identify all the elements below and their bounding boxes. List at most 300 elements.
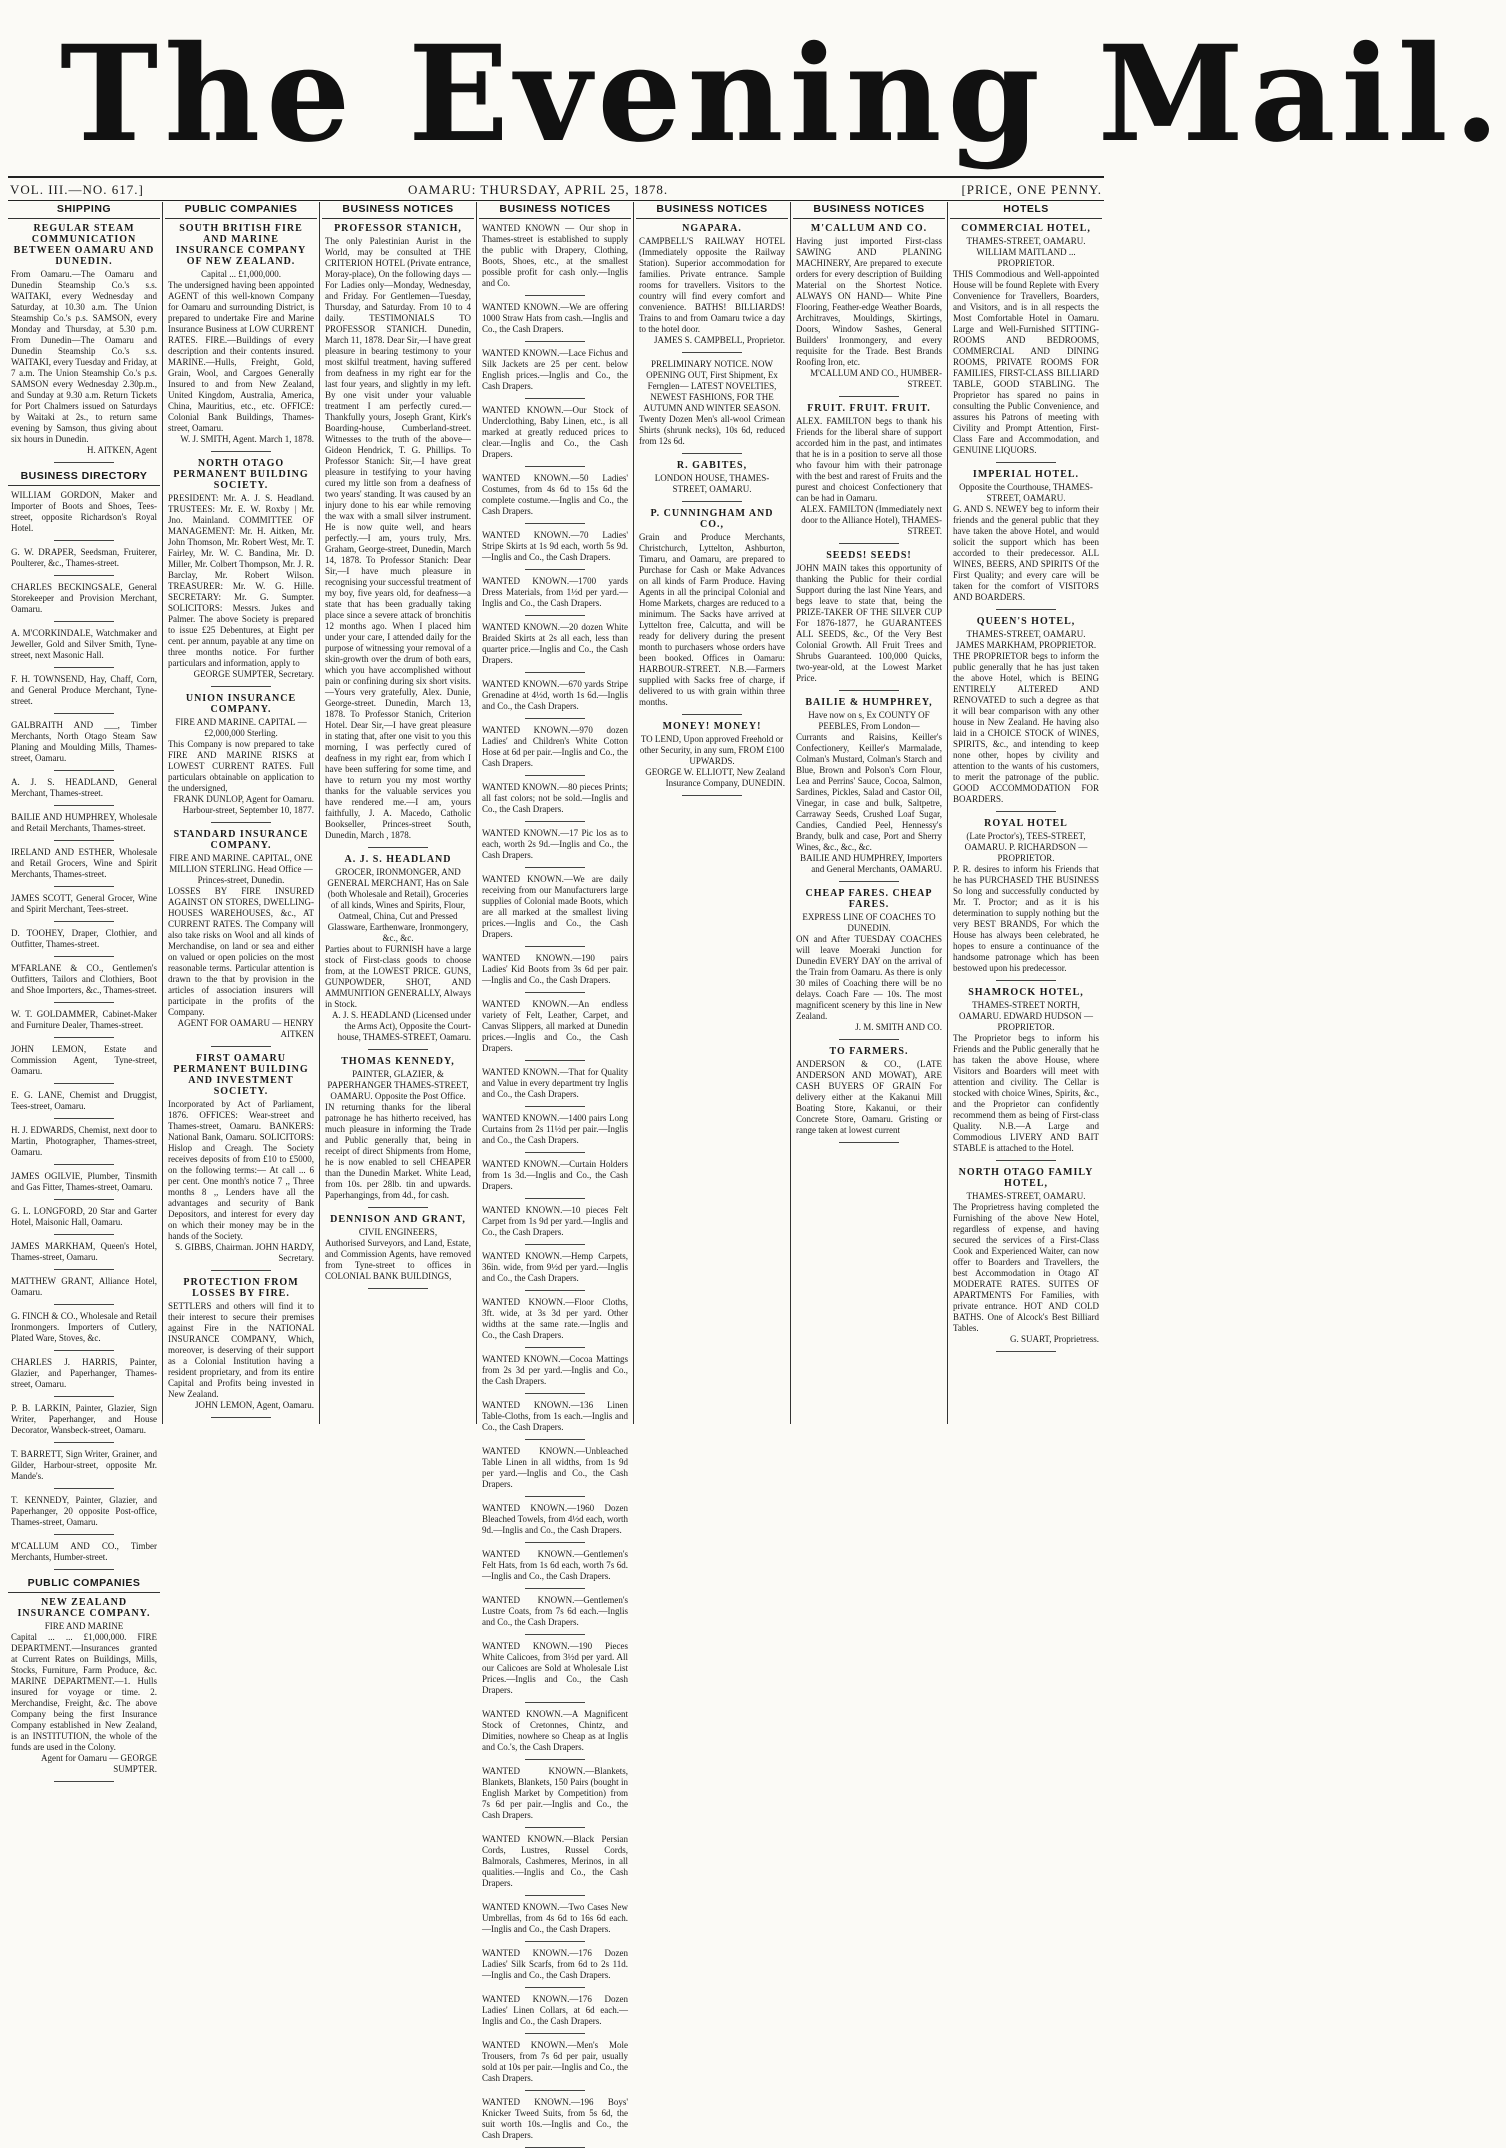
section-heading: PUBLIC COMPANIES bbox=[8, 1576, 160, 1593]
ad-body: IN returning thanks for the liberal patronage he has hitherto received, has much pleasure in informing the Trade and Public generally that, being in receipt of direct Shipments from Home, he is now enabled to sell CHEAPER than the Dunedin Market. White Lead, from 10s. per 28lb. tin and upwards. Paperhangings, from 4d., for cash. bbox=[325, 1102, 471, 1200]
ad-body: WANTED KNOWN.—Our Stock of Underclothing, Baby Linen, etc., is all marked at greatly reduced prices to clear.—Inglis and Co., the Cash Drapers. bbox=[482, 405, 628, 459]
directory-entry bbox=[11, 1449, 157, 1482]
ad-heading: CHEAP FARES. CHEAP FARES. bbox=[805, 888, 933, 910]
ad-separator bbox=[54, 1488, 115, 1489]
ad-separator bbox=[54, 462, 115, 463]
ad-heading: A. J. S. HEADLAND bbox=[344, 854, 452, 865]
ad-separator bbox=[525, 523, 586, 524]
ad-body: WANTED KNOWN.—Floor Cloths, 3ft. wide, at 3s 3d per yard. Other widths at the same rate.—Inglis and Co., the Cash Drapers. bbox=[482, 1297, 628, 1340]
ad-body: WANTED KNOWN.—20 dozen White Braided Skirts at 2s all each, less than quarter price.—Inglis and Co., the Cash Drapers. bbox=[482, 622, 628, 665]
ad-separator bbox=[54, 1199, 115, 1200]
ad-body: G. L. LONGFORD, 20 Star and Garter Hotel, Maisonic Hall, Oamaru. bbox=[11, 1206, 157, 1227]
ad-separator bbox=[54, 1350, 115, 1351]
ad-body: Capital ... ... £1,000,000. FIRE DEPARTMENT.—Insurances granted at Current Rates on Buildings, Mills, Stocks, Furniture, Farm Produce, &c. MARINE DEPARTMENT.—1. Hulls insured for voyage or time. 2. Merchandise, Freight, &c. The above Company being the first Insurance Company established in New Zealand, is an INSTITUTION, the whole of the funds are used in the Colony. bbox=[11, 1632, 157, 1752]
ad-body: M'CALLUM AND CO., Timber Merchants, Humber-street. bbox=[11, 1541, 157, 1562]
ad-separator bbox=[54, 1234, 115, 1235]
ad-center-text: PAINTER, GLAZIER, & PAPERHANGER THAMES-STREET, OAMARU. Opposite the Post Office. bbox=[327, 1069, 469, 1101]
ad-separator bbox=[682, 453, 743, 454]
advertisement bbox=[482, 1641, 628, 1696]
advertisement bbox=[482, 1297, 628, 1341]
ad-body: P. R. desires to inform his Friends that he has PURCHASED THE BUSINESS So long and successfully conducted by Mr. T. Proctor; and as it is his determination to supply nothing but the very BEST BRANDS, For which the House has always been celebrated, he hopes to ensure a continuance of the handsome patronage which has been bestowed upon his predecessor. bbox=[953, 864, 1099, 973]
ad-separator bbox=[525, 1198, 586, 1199]
ad-separator bbox=[525, 775, 586, 776]
advertisement bbox=[953, 1167, 1099, 1345]
ad-heading: PROTECTION FROM LOSSES BY FIRE. bbox=[183, 1277, 299, 1299]
ad-body: P. B. LARKIN, Painter, Glazier, Sign Writer, Paperhanger, and House Decorator, Wansbeck-street, Oamaru. bbox=[11, 1403, 157, 1435]
ad-heading: SOUTH BRITISH FIRE AND MARINE INSURANCE COMPANY OF NEW ZEALAND. bbox=[175, 223, 307, 267]
advertisement bbox=[482, 1251, 628, 1284]
directory-entry bbox=[11, 1541, 157, 1563]
ad-body: WANTED KNOWN.—50 Ladies' Costumes, from 4s 6d to 15s 6d the complete costume.—Inglis and Co., the Cash Drapers. bbox=[482, 473, 628, 516]
ad-body: G. W. DRAPER, Seedsman, Fruiterer, Poulterer, &c., Thames-street. bbox=[11, 547, 157, 568]
ad-separator bbox=[211, 1417, 272, 1418]
ad-body: WANTED KNOWN.—1960 Dozen Bleached Towels, from 4½d each, worth 9d.—Inglis and Co., the Cash Drapers. bbox=[482, 1503, 628, 1535]
ad-signature: S. GIBBS, Chairman. JOHN HARDY, Secretary. bbox=[175, 1242, 314, 1263]
column-rule bbox=[633, 202, 634, 1424]
ad-heading: TO FARMERS. bbox=[829, 1046, 909, 1057]
ad-separator bbox=[839, 543, 900, 544]
ad-body: LOSSES BY FIRE INSURED AGAINST ON STORES, DWELLING-HOUSES WAREHOUSES, &c., AT CURRENT RATES. The Company will also take risks on Wool and all kinds of Merchandise, on land or sea and either on valued or open policies on the most reasonable terms. Particular attention is drawn to the that by provision in the articles of association insurers will participate in the profits of the Company. bbox=[168, 886, 314, 1017]
directory-entry bbox=[11, 1009, 157, 1031]
ad-separator bbox=[525, 946, 586, 947]
advertisement bbox=[796, 403, 942, 537]
directory-entry bbox=[11, 812, 157, 834]
dateline bbox=[8, 176, 1104, 201]
ad-separator bbox=[525, 615, 586, 616]
advertisement bbox=[482, 1354, 628, 1387]
ad-separator bbox=[839, 881, 900, 882]
ad-body: E. G. LANE, Chemist and Druggist, Tees-street, Oamaru. bbox=[11, 1090, 157, 1111]
ad-heading: R. GABITES, bbox=[676, 460, 748, 471]
ad-separator bbox=[525, 1439, 586, 1440]
advertisement bbox=[168, 829, 314, 1040]
ad-separator bbox=[525, 1496, 586, 1497]
ad-separator bbox=[211, 686, 272, 687]
advertisement bbox=[482, 782, 628, 815]
directory-entry bbox=[11, 1403, 157, 1436]
ad-center-text: EXPRESS LINE OF COACHES TO DUNEDIN. bbox=[802, 912, 936, 933]
advertisement bbox=[482, 679, 628, 712]
directory-entry bbox=[11, 928, 157, 950]
advertisement bbox=[639, 508, 785, 708]
ad-body: Parties about to FURNISH have a large stock of First-class goods to choose from, at the LOWEST PRICE. GUNS, GUNPOWDER, SHOT, AND AMMUNITION GENERALLY, Always in Stock. bbox=[325, 944, 471, 1009]
directory-entry bbox=[11, 1171, 157, 1193]
ad-separator bbox=[996, 811, 1057, 812]
ad-heading: NGAPARA. bbox=[682, 223, 742, 234]
ad-center-text: THAMES-STREET NORTH, OAMARU. EDWARD HUDSON — PROPRIETOR. bbox=[958, 1000, 1093, 1032]
column-heading: HOTELS bbox=[950, 202, 1102, 219]
ad-separator bbox=[54, 1037, 115, 1038]
ad-center-text: Have now on s, Ex COUNTY OF PEEBLES, From London— bbox=[808, 710, 930, 731]
ad-signature: AGENT FOR OAMARU — HENRY AITKEN bbox=[177, 1018, 314, 1039]
ad-separator bbox=[525, 1347, 586, 1348]
ad-separator bbox=[368, 1288, 429, 1289]
ad-body: A. J. S. HEADLAND, General Merchant, Thames-street. bbox=[11, 777, 157, 798]
advertisement bbox=[482, 622, 628, 666]
ad-body: CHARLES J. HARRIS, Painter, Glazier, and Paperhanger, Thames-street, Oamaru. bbox=[11, 1357, 157, 1389]
advertisement bbox=[482, 1709, 628, 1753]
ad-separator bbox=[54, 1396, 115, 1397]
advertisement bbox=[953, 469, 1099, 603]
directory-entry bbox=[11, 1044, 157, 1077]
ad-separator bbox=[839, 1039, 900, 1040]
ad-heading: PROFESSOR STANICH, bbox=[334, 223, 462, 234]
column-rule bbox=[319, 202, 320, 1424]
advertisement bbox=[482, 302, 628, 335]
advertisement bbox=[639, 359, 785, 447]
ad-body: W. T. GOLDAMMER, Cabinet-Maker and Furniture Dealer, Thames-street. bbox=[11, 1009, 157, 1030]
ad-separator bbox=[996, 609, 1057, 610]
directory-entry bbox=[11, 547, 157, 569]
ad-body: WANTED KNOWN.—A Magnificent Stock of Cretonnes, Chintz, and Dimities, nowhere so Cheap as at Inglis and Co.'s, the Cash Drapers. bbox=[482, 1709, 628, 1752]
ad-body: WANTED KNOWN.—1400 pairs Long Curtains from 2s 11½d per pair.—Inglis and Co., the Cash Drapers. bbox=[482, 1113, 628, 1145]
ad-separator bbox=[525, 1393, 586, 1394]
ad-separator bbox=[839, 690, 900, 691]
ad-separator bbox=[54, 770, 115, 771]
directory-entry bbox=[11, 628, 157, 661]
advertisement bbox=[11, 223, 157, 456]
ad-separator bbox=[525, 1702, 586, 1703]
advertisement bbox=[482, 530, 628, 563]
ad-body: The Proprietress having completed the Furnishing of the above New Hotel, regardless of expense, and having secured the services of a First-Class Cook and Experienced Waiter, can now offer to Boarders and Travellers, the best Accommodation in Otago AT MODERATE RATES. SUITES OF APARTMENTS For Families, with private entrance. HOT AND COLD BATHS. One of Alcock's Best Billiard Tables. bbox=[953, 1202, 1099, 1333]
ad-body: JAMES OGILVIE, Plumber, Tinsmith and Gas Fitter, Thames-street, Oamaru. bbox=[11, 1171, 157, 1192]
ad-separator bbox=[525, 398, 586, 399]
ad-body: SETTLERS and others will find it to their interest to secure their premises against Fire in the NATIONAL INSURANCE COMPANY, Which, moreover, is deserving of their support as a Colonial Institution having a resident proprietary, and from its entire Capital and Profits being invested in New Zealand. bbox=[168, 1301, 314, 1399]
ad-body: PRESIDENT: Mr. A. J. S. Headland. TRUSTEES: Mr. E. W. Roxby | Mr. Jno. Mainland. COMMITTEE OF MANAGEMENT: Mr. H. Aitken, Mr. John Thomson, Mr. Robert West, Mr. T. Fairley, Mr. W. C. Bandina, Mr. D. Miller, Mr. Colbert Thompson, Mr. J. R. Barclay, Mr. Robert Wilson. TREASURER: Mr. W. G. Hille. SECRETARY: Mr. G. Sumpter. SOLICITORS: Messrs. Jukes and Palmer. The above Society is prepared to issue £25 Debentures, at Eight per cent. per annum, payable at any time on three months notice. For further particulars and information, apply to bbox=[168, 493, 314, 668]
advertisement bbox=[482, 1766, 628, 1821]
advertisement bbox=[325, 223, 471, 841]
ad-body: ANDERSON & CO., (LATE ANDERSON AND MOWAT), ARE CASH BUYERS OF GRAIN For delivery either at the Kakanui Mill Boating Store, Kakanui, or their Concrete Store, Oamaru. Gristing or range taken at lowest current bbox=[796, 1059, 942, 1135]
ad-separator bbox=[525, 569, 586, 570]
ad-separator bbox=[525, 2033, 586, 2034]
advertisement bbox=[168, 1053, 314, 1264]
ad-signature: GEORGE SUMPTER, Secretary. bbox=[193, 669, 314, 679]
column-heading: BUSINESS NOTICES bbox=[479, 202, 631, 219]
column-heading: BUSINESS NOTICES bbox=[322, 202, 474, 219]
ad-heading: BAILIE & HUMPHREY, bbox=[805, 697, 933, 708]
ad-body: Incorporated by Act of Parliament, 1876. OFFICES: Wear-street and Thames-street, Oamaru. BANKERS: National Bank, Oamaru. SOLICITORS: Hislop and Creagh. The Society receives deposits of from £10 to £5000, on the following terms:— At call ... 6 per cent. One month's notice 7 ,, Three months 8 ,, Lenders have all the advantages and security of Bank Depositors, and interest for every day on which their money may be in the hands of the Society. bbox=[168, 1099, 314, 1241]
ad-body: Having just imported First-class SAWING AND PLANING MACHINERY, Are prepared to execute orders for every description of Building Material on the Shortest Notice. ALWAYS ON HAND— White Pine Flooring, Feather-edge Weather Boards, Architraves, Mouldings, Skirtings, Doors, Window Sashes, General Builders' Ironmongery, and every requisite for the Trade. Best Brands Roofing Iron, etc. bbox=[796, 236, 942, 367]
ad-heading: IMPERIAL HOTEL. bbox=[972, 469, 1080, 480]
ad-center-text: PRELIMINARY NOTICE. NOW OPENING OUT, First Shipment, Ex Fernglen— LATEST NOVELTIES, NEWEST FASHIONS, FOR THE AUTUMN AND WINTER SEASON. bbox=[643, 359, 781, 413]
ad-body: D. TOOHEY, Draper, Clothier, and Outfitter, Thames-street. bbox=[11, 928, 157, 949]
ad-separator bbox=[525, 867, 586, 868]
ad-separator bbox=[996, 1351, 1057, 1352]
advertisement bbox=[953, 223, 1099, 456]
ad-separator bbox=[682, 795, 743, 796]
ad-body: WANTED KNOWN.—Unbleached Table Linen in all widths, from 1s 9d per yard.—Inglis and Co., the Cash Drapers. bbox=[482, 1446, 628, 1489]
ad-separator bbox=[525, 718, 586, 719]
issue-date: OAMARU: THURSDAY, APRIL 25, 1878. bbox=[408, 182, 669, 197]
directory-entry bbox=[11, 1495, 157, 1528]
ad-body: WANTED KNOWN.—Lace Fichus and Silk Jackets are 25 per cent. below English prices.—Inglis and Co., the Cash Drapers. bbox=[482, 348, 628, 391]
ad-body: ALEX. FAMILTON begs to thank his Friends for the liberal share of support accorded him in the past, and intimates that he is in a position to serve all those who favour him with their patronage with the best and rarest of Fruits and the purest and choicest Confectionery that can be had in Oamaru. bbox=[796, 416, 942, 503]
ad-body: WANTED KNOWN.—970 dozen Ladies' and Children's White Cotton Hose at 6d per pair.—Inglis and Co., the Cash Drapers. bbox=[482, 725, 628, 768]
directory-entry bbox=[11, 1206, 157, 1228]
ad-center-text: Capital ... £1,000,000. bbox=[201, 269, 281, 279]
ad-signature: W. J. SMITH, Agent. March 1, 1878. bbox=[180, 434, 314, 444]
masthead bbox=[0, 0, 1506, 175]
ad-separator bbox=[54, 1781, 115, 1782]
ad-separator bbox=[996, 980, 1057, 981]
ad-separator bbox=[54, 1083, 115, 1084]
ad-separator bbox=[54, 1164, 115, 1165]
advertisement bbox=[482, 405, 628, 460]
ad-body: ON and After TUESDAY COACHES will leave Moeraki Junction for Dunedin EVERY DAY on the arrival of the Train from Oamaru. As there is only 30 miles of Coaching there will be no delays. Coach Fare — 10s. The most magnificent scenery by this line in New Zealand. bbox=[796, 934, 942, 1021]
ad-body: WANTED KNOWN.—Gentlemen's Felt Hats, from 1s 6d each, worth 7s 6d.—Inglis and Co., the Cash Drapers. bbox=[482, 1549, 628, 1581]
ad-body: F. H. TOWNSEND, Hay, Chaff, Corn, and General Produce Merchant, Tyne-street. bbox=[11, 674, 157, 706]
column-heading: SHIPPING bbox=[8, 202, 160, 219]
advertisement bbox=[796, 1046, 942, 1136]
ad-separator bbox=[682, 352, 743, 353]
ad-separator bbox=[211, 822, 272, 823]
column-3 bbox=[322, 202, 474, 1424]
ad-heading: FRUIT. FRUIT. FRUIT. bbox=[807, 403, 931, 414]
directory-entry bbox=[11, 1125, 157, 1158]
ad-separator bbox=[54, 840, 115, 841]
ad-center-text: THAMES-STREET, OAMARU. JAMES MARKHAM, PROPRIETOR. bbox=[955, 629, 1097, 650]
ad-separator bbox=[682, 714, 743, 715]
ad-signature: J. M. SMITH AND CO. bbox=[855, 1022, 942, 1032]
ad-separator bbox=[54, 1442, 115, 1443]
ad-separator bbox=[54, 1569, 115, 1570]
masthead-title: The Evening Mail. bbox=[60, 17, 1506, 172]
directory-entry bbox=[11, 777, 157, 799]
advertisement bbox=[639, 223, 785, 346]
ad-heading: DENNISON AND GRANT, bbox=[330, 1214, 466, 1225]
ad-separator bbox=[996, 1160, 1057, 1161]
ad-separator bbox=[525, 821, 586, 822]
advertisement bbox=[953, 818, 1099, 974]
ad-body: THIS Commodious and Well-appointed House will be found Replete with Every Convenience for Travellers, Boarders, and Visitors, and is in all respects the Most Comfortable Hotel in Oamaru. Large and Well-Furnished SITTING-ROOMS AND BEDROOMS, COMMERCIAL AND DINING ROOMS, PRIVATE ROOMS FOR FAMILIES, FIRST-CLASS BILLIARD TABLE, GOOD STABLING. The Proprietor has spared no pains in consulting the Public Convenience, and assures his Patrons of meeting with Civility and Prompt Attention, First-Class Fare and Accommodation, and GENUINE LIQUORS. bbox=[953, 269, 1099, 455]
ad-signature: BAILIE AND HUMPHREY, Importers and General Merchants, OAMARU. bbox=[800, 853, 942, 874]
advertisement bbox=[482, 576, 628, 609]
ad-heading: MONEY! MONEY! bbox=[662, 721, 762, 732]
advertisement bbox=[482, 1446, 628, 1490]
ad-center-text: TO LEND, Upon approved Freehold or other Security, in any sum, FROM £100 UPWARDS. bbox=[639, 734, 785, 766]
ad-body: Grain and Produce Merchants, Christchurch, Lyttelton, Ashburton, Timaru, and Oamaru, are prepared to Purchase for Cash or Make Advances on all kinds of Farm Produce. Having Agents in all the principal Colonial and Home Markets, charges are reduced to a minimum. The Sacks have arrived at Lyttelton free, Calcutta, and will be ready for delivery during the present month to purchasers whose orders have been booked. Offices in Oamaru: HARBOUR-STREET. N.B.—Farmers supplied with Sacks free of charge, if delivered to us with grain within three months. bbox=[639, 532, 785, 707]
advertisement bbox=[482, 1067, 628, 1100]
directory-entry bbox=[11, 490, 157, 534]
ad-body: WANTED KNOWN.—10 pieces Felt Carpet from 1s 9d per yard.—Inglis and Co., the Cash Drapers. bbox=[482, 1205, 628, 1237]
volume-number: VOL. III.—NO. 617.] bbox=[10, 182, 144, 197]
ad-body: WANTED KNOWN.—1700 yards Dress Materials, from 1½d per yard.—Inglis and Co., the Cash Drapers. bbox=[482, 576, 628, 608]
ad-body: WANTED KNOWN.—Two Cases New Umbrellas, from 4s 6d to 16s 6d each.—Inglis and Co., the Cash Drapers. bbox=[482, 1902, 628, 1934]
advertisement bbox=[953, 987, 1099, 1154]
ad-body: This Company is now prepared to take FIRE AND MARINE RISKS at LOWEST CURRENT RATES. Full particulars obtainable on application to the undersigned, bbox=[168, 739, 314, 793]
ad-body: THE PROPRIETOR begs to inform the public generally that he has just taken the above Hotel, which is BEING ENTIRELY ALTERED AND RENOVATED to such a degree as that it will bear comparison with any other house in New Zealand. He having also laid in a CHOICE STOCK of WINES, SPIRITS, &c., and intending to keep none other, hopes by civility and attention to the wants of his customers, to merit the patronage of the public. GOOD ACCOMMODATION FOR BOARDERS. bbox=[953, 651, 1099, 804]
ad-body: JOHN LEMON, Estate and Commission Agent, Tyne-street, Oamaru. bbox=[11, 1044, 157, 1076]
ad-separator bbox=[54, 1534, 115, 1535]
ad-signature: Agent for Oamaru — GEORGE SUMPTER. bbox=[41, 1753, 157, 1774]
column-7 bbox=[950, 202, 1102, 1424]
ad-body: Twenty Dozen Men's all-wool Crimean Shirts (shrunk necks), 10s 6d, reduced from 12s 6d. bbox=[639, 414, 785, 446]
ad-center-text: FIRE AND MARINE bbox=[44, 1621, 124, 1631]
ad-body: G. AND S. NEWEY beg to inform their friends and the general public that they have taken the above Hotel, and would solicit the support which has been accorded to their predecessor. ALL WINES, BEERS, AND SPIRITS Of the First Quality; and every care will be taken for the comfort of VISITORS AND BOARDERS. bbox=[953, 504, 1099, 602]
ad-body: The undersigned having been appointed AGENT of this well-known Company for Oamaru and surrounding District, is prepared to undertake Fire and Marine Insurance Business at LOW CURRENT RATES. FIRE.—Buildings of every description and their contents insured. MARINE.—Hulls, Freight, Gold, Grain, Wool, and Cargoes Generally Insured to and from New Zealand, United Kingdom, Australia, America, China, Mauritius, etc., etc. OFFICE: Colonial Bank Buildings, Thames-street, Oamaru. bbox=[168, 280, 314, 433]
advertisement bbox=[482, 348, 628, 392]
ad-body: WANTED KNOWN.—An endless variety of Felt, Leather, Carpet, and Canvas Slippers, all marked at Dunedin prices.—Inglis and Co., the Cash Drapers. bbox=[482, 999, 628, 1053]
directory-entry bbox=[11, 1357, 157, 1390]
ad-separator bbox=[368, 847, 429, 848]
ad-separator bbox=[54, 1002, 115, 1003]
ad-heading: SEEDS! SEEDS! bbox=[826, 550, 912, 561]
column-rule bbox=[947, 202, 948, 1424]
ad-separator bbox=[54, 956, 115, 957]
advertisement bbox=[796, 223, 942, 390]
ad-heading: P. CUNNINGHAM AND CO., bbox=[650, 508, 774, 530]
advertisement bbox=[482, 999, 628, 1054]
section-heading: BUSINESS DIRECTORY bbox=[8, 469, 160, 486]
ad-body: WANTED KNOWN.—70 Ladies' Stripe Skirts at 1s 9d each, worth 5s 9d.—Inglis and Co., the Cash Drapers. bbox=[482, 530, 628, 562]
ad-body: JAMES MARKHAM, Queen's Hotel, Thames-street, Oamaru. bbox=[11, 1241, 157, 1262]
ad-separator bbox=[525, 1060, 586, 1061]
ad-body: WANTED KNOWN.—136 Linen Table-Cloths, from 1s each.—Inglis and Co., the Cash Drapers. bbox=[482, 1400, 628, 1432]
ad-body: WANTED KNOWN.—Gentlemen's Lustre Coats, from 7s 6d each.—Inglis and Co., the Cash Drapers. bbox=[482, 1595, 628, 1627]
ad-body: JOHN MAIN takes this opportunity of thanking the Public for their cordial Support during the last Nine Years, and begs leave to state that, being the PRIZE-TAKER OF THE SILVER CUP For 1876-1877, he GUARANTEES ALL SEEDS, &c., Of the Very Best Colonial Growth. All Fruit Trees and Shrubs Guaranteed. 100,000 Quicks, two-year-old, at the Lowest Market Price. bbox=[796, 563, 942, 683]
ad-body: IRELAND AND ESTHER, Wholesale and Retail Grocers, Wine and Spirit Merchants, Thames-street. bbox=[11, 847, 157, 879]
ad-body: WANTED KNOWN.—Blankets, Blankets, Blankets, 150 Pairs (bought in English Market by Competition) from 7s 6d per pair.—Inglis and Co., the Cash Drapers. bbox=[482, 1766, 628, 1820]
ad-separator bbox=[54, 667, 115, 668]
ad-separator bbox=[525, 1542, 586, 1543]
ad-separator bbox=[525, 672, 586, 673]
advertisement bbox=[482, 1503, 628, 1536]
advertisement bbox=[482, 1994, 628, 2027]
ad-center-text: Opposite the Courthouse, THAMES-STREET, OAMARU. bbox=[959, 482, 1093, 503]
ad-body: WANTED KNOWN.—17 Pic los as to each, worth 2s 9d.—Inglis and Co., the Cash Drapers. bbox=[482, 828, 628, 860]
ad-separator bbox=[525, 2090, 586, 2091]
ad-center-text: FIRE AND MARINE. CAPITAL — £2,000,000 Sterling. bbox=[175, 717, 307, 738]
ad-separator bbox=[525, 1827, 586, 1828]
ad-body: CAMPBELL'S RAILWAY HOTEL (Immediately opposite the Railway Station). Superior accommodation for families. Private entrance. Sample rooms for travellers. Visitors to the country will find every comfort and convenience. BATHS! BILLIARDS! Trains to and from Oamaru twice a day to the hotel door. bbox=[639, 236, 785, 334]
advertisement bbox=[482, 953, 628, 986]
ad-body: WANTED KNOWN — Our shop in Thames-street is established to supply the public with Drapery, Clothing, Boots, Shoes, etc., at the smallest possible profit for cash only.—Inglis and Co. bbox=[482, 223, 628, 288]
ad-body: WANTED KNOWN.—Black Persian Cords, Lustres, Russel Cords, Balmorals, Cashmeres, Merinos, in all qualities.—Inglis and Co., the Cash Drapers. bbox=[482, 1834, 628, 1888]
ad-signature: JOHN LEMON, Agent, Oamaru. bbox=[195, 1400, 314, 1410]
ad-center-text: LONDON HOUSE, THAMES-STREET, OAMARU. bbox=[654, 473, 770, 494]
ad-body: WANTED KNOWN.—Curtain Holders from 1s 3d.—Inglis and Co., the Cash Drapers. bbox=[482, 1159, 628, 1191]
ad-body: WANTED KNOWN.—190 Pieces White Calicoes, from 3½d per yard. All our Calicoes are Sold at Wholesale List Prices.—Inglis and Co., the Cash Drapers. bbox=[482, 1641, 628, 1695]
ad-separator bbox=[525, 1941, 586, 1942]
advertisement bbox=[482, 1834, 628, 1889]
ad-separator bbox=[368, 1049, 429, 1050]
column-4 bbox=[479, 202, 631, 2140]
ad-heading: UNION INSURANCE COMPANY. bbox=[185, 693, 297, 715]
ad-heading: NEW ZEALAND INSURANCE COMPANY. bbox=[17, 1597, 151, 1619]
ad-separator bbox=[54, 1118, 115, 1119]
advertisement bbox=[168, 223, 314, 445]
advertisement bbox=[796, 888, 942, 1033]
ad-signature: G. SUART, Proprietress. bbox=[1009, 1334, 1099, 1344]
ad-center-text: THAMES-STREET, OAMARU. WILLIAM MAITLAND ... PROPRIETOR. bbox=[966, 236, 1086, 268]
ad-heading: ROYAL HOTEL bbox=[984, 818, 1068, 829]
advertisement bbox=[325, 854, 471, 1043]
advertisement bbox=[796, 550, 942, 684]
ad-separator bbox=[682, 501, 743, 502]
advertisement bbox=[482, 725, 628, 769]
ad-separator bbox=[525, 1244, 586, 1245]
ad-body: GALBRAITH AND ___, Timber Merchants, North Otago Steam Saw Planing and Moulding Mills, Thames-street, Oamaru. bbox=[11, 720, 157, 763]
ad-heading: QUEEN'S HOTEL, bbox=[976, 616, 1076, 627]
ad-separator bbox=[54, 713, 115, 714]
directory-entry bbox=[11, 720, 157, 764]
advertisement bbox=[168, 458, 314, 680]
advertisement bbox=[168, 1277, 314, 1411]
ad-body: JAMES SCOTT, General Grocer, Wine and Spirit Merchant, Tees-street. bbox=[11, 893, 157, 914]
ad-body: Authorised Surveyors, and Land, Estate, and Commission Agents, have removed from Tyne-street to offices in COLONIAL BANK BUILDINGS, bbox=[325, 1238, 471, 1281]
ad-center-text: CIVIL ENGINEERS, bbox=[358, 1227, 438, 1237]
ad-separator bbox=[525, 1895, 586, 1896]
advertisement bbox=[639, 460, 785, 495]
ad-separator bbox=[211, 1270, 272, 1271]
advertisement bbox=[325, 1056, 471, 1201]
directory-entry bbox=[11, 582, 157, 615]
ad-body: WANTED KNOWN.—80 pieces Prints; all fast colors; not be sold.—Inglis and Co., the Cash Drapers. bbox=[482, 782, 628, 814]
advertisement bbox=[482, 1902, 628, 1935]
advertisement bbox=[639, 721, 785, 789]
advertisement bbox=[482, 1400, 628, 1433]
column-heading: PUBLIC COMPANIES bbox=[165, 202, 317, 219]
ad-body: WANTED KNOWN.—196 Boys' Knicker Tweed Suits, from 5s 6d, the suit worth 10s.—Inglis and Co., the Cash Drapers. bbox=[482, 2097, 628, 2140]
ad-body: T. KENNEDY, Painter, Glazier, and Paperhanger, 20 opposite Post-office, Thames-street, Oamaru. bbox=[11, 1495, 157, 1527]
directory-entry bbox=[11, 893, 157, 915]
directory-entry bbox=[11, 1276, 157, 1298]
ad-body: WILLIAM GORDON, Maker and Importer of Boots and Shoes, Tees-street, opposite Richardson's Royal Hotel. bbox=[11, 490, 157, 533]
ad-body: A. M'CORKINDALE, Watchmaker and Jeweller, Gold and Silver Smith, Tyne-street, next Masonic Hall. bbox=[11, 628, 157, 660]
ad-body: WANTED KNOWN.—Hemp Carpets, 36in. wide, from 9½d per yard.—Inglis and Co., the Cash Drapers. bbox=[482, 1251, 628, 1283]
ad-body: The Proprietor begs to inform his Friends and the Public generally that he has taken the above House, where Visitors and Boarders will meet with attention and civility. The Cellar is stocked with choice Wines, Spirits, &c., and the Proprietor can confidently recommend them as being of First-class Quality. N.B.—A Large and Commodious LIVERY AND BAIT STABLE is attached to the Hotel. bbox=[953, 1033, 1099, 1153]
ad-separator bbox=[525, 466, 586, 467]
ad-body: WANTED KNOWN.—190 pairs Ladies' Kid Boots from 3s 6d per pair.—Inglis and Co., the Cash Drapers. bbox=[482, 953, 628, 985]
ad-separator bbox=[211, 1046, 272, 1047]
directory-entry bbox=[11, 1090, 157, 1112]
ad-separator bbox=[54, 886, 115, 887]
ad-body: M'FARLANE & CO., Gentlemen's Outfitters, Tailors and Clothiers, Boot and Shoe Importers, &c., Thames-street. bbox=[11, 963, 157, 995]
directory-entry bbox=[11, 674, 157, 707]
ad-signature: ALEX. FAMILTON (Immediately next door to the Alliance Hotel), THAMES-STREET. bbox=[800, 504, 942, 536]
advertisement bbox=[482, 874, 628, 940]
ad-body: BAILIE AND HUMPHREY, Wholesale and Retail Merchants, Thames-street. bbox=[11, 812, 157, 833]
ad-separator bbox=[54, 921, 115, 922]
ad-body: MATTHEW GRANT, Alliance Hotel, Oamaru. bbox=[11, 1276, 157, 1297]
ad-signature: H. AITKEN, Agent bbox=[87, 445, 157, 455]
ad-heading: COMMERCIAL HOTEL, bbox=[961, 223, 1091, 234]
ad-separator bbox=[54, 540, 115, 541]
advertisement bbox=[482, 1113, 628, 1146]
column-rule bbox=[790, 202, 791, 1424]
column-6 bbox=[793, 202, 945, 1424]
ad-heading: THOMAS KENNEDY, bbox=[341, 1056, 455, 1067]
ad-separator bbox=[525, 295, 586, 296]
ad-body: Currants and Raisins, Keiller's Confectionery, Keiller's Marmalade, Colman's Mustard, Colman's Starch and Blue, Brown and Polson's Corn Flour, Lea and Perrins' Sauce, Cocoa, Salmon, Sardines, Pickles, Salad and Castor Oil, Vinegar, in case and bulk, Saltpetre, Carraway Seeds, Crushed Loaf Sugar, Candies, Candied Peel, Hennessy's Brandy, bulk and case, Port and Sherry Wines, &c., &c., &c. bbox=[796, 732, 942, 852]
ad-body: WANTED KNOWN.—176 Dozen Ladies' Linen Collars, at 6d each.—Inglis and Co., the Cash Drapers. bbox=[482, 1994, 628, 2026]
ad-heading: NORTH OTAGO PERMANENT BUILDING SOCIETY. bbox=[173, 458, 309, 491]
ad-separator bbox=[525, 1106, 586, 1107]
ad-center-text: THAMES-STREET, OAMARU. bbox=[966, 1191, 1086, 1201]
ad-separator bbox=[525, 1987, 586, 1988]
advertisement bbox=[482, 1549, 628, 1582]
ad-body: G. FINCH & CO., Wholesale and Retail Ironmongers. Importers of Cutlery, Plated Ware, Stoves, &c. bbox=[11, 1311, 157, 1343]
ad-signature: GEORGE W. ELLIOTT, New Zealand Insurance Company, DUNEDIN. bbox=[645, 767, 785, 788]
ad-separator bbox=[996, 462, 1057, 463]
advertisement bbox=[482, 473, 628, 517]
price: [PRICE, ONE PENNY. bbox=[961, 182, 1102, 197]
ad-body: WANTED KNOWN.—Cocoa Mattings from 2s 3d per yard.—Inglis and Co., the Cash Drapers. bbox=[482, 1354, 628, 1386]
ad-heading: FIRST OAMARU PERMANENT BUILDING AND INVESTMENT SOCIETY. bbox=[173, 1053, 309, 1097]
ad-body: H. J. EDWARDS, Chemist, next door to Martin, Photographer, Thames-street, Oamaru. bbox=[11, 1125, 157, 1157]
ad-separator bbox=[211, 451, 272, 452]
ad-heading: M'CALLUM AND CO. bbox=[810, 223, 928, 234]
